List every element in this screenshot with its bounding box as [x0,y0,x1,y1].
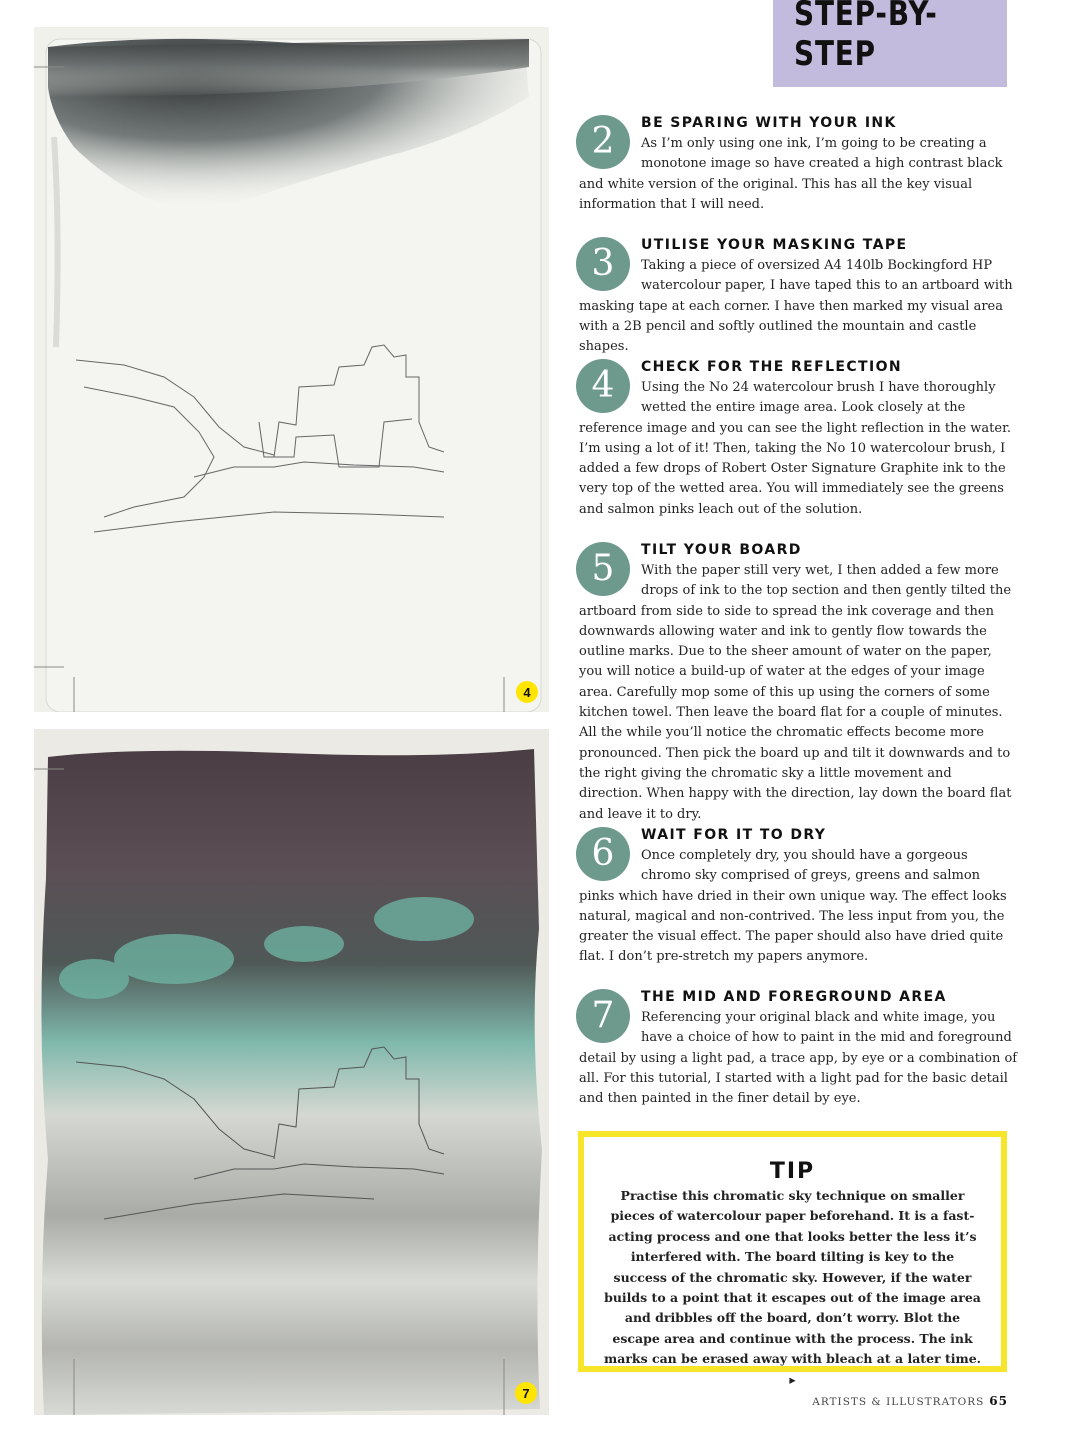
section-tab [773,0,1007,87]
tip-box [578,1131,1007,1387]
step-title: WAIT FOR IT TO DRY [641,827,827,843]
step-body: With the paper still very wet, I then added a few more drops of ink to the top section and then gently tilted the artboard from side to side to spread the ink coverage and then downwards allowing water and ink to gently flow towards the outline marks. Due to the sheer amount of water on the paper, you will notice a build-up of water at the edges of your image area. Carefully mop some of this up using the corners of some kitchen towel. Then leave the board flat for a couple of minutes. All the while you’ll notice the chromatic effects become more pronounced. Then pick the board up and tilt it downwards and to the right giving the chromatic sky a little movement and direction. When happy with the direction, lay down the board flat and leave it to dry. [579,563,1012,822]
section-label: STEP-BY-STEP [794,0,938,74]
step-4-photo [34,27,549,712]
tip-title: TIP [769,1159,816,1184]
step-4 [579,357,1019,520]
step-body: Taking a piece of oversized A4 140lb Bockingford HP watercolour paper, I have taped this to an artboard with masking tape at each corner. I have then marked my visual area with a 2B pencil and softly outlined the mountain and castle shapes. [579,258,1013,355]
step-body: Referencing your original black and white image, you have a choice of how to paint in the mid and foreground detail by using a light pad, a trace app, by eye or a combination of all. For this tutorial, I started with a light pad for the basic detail and then painted in the finer detail by eye. [579,1010,1018,1107]
step-7 [579,987,1019,1109]
step-title: BE SPARING WITH YOUR INK [641,115,897,131]
step-number-circle: 5 [576,542,630,596]
step-5 [579,540,1019,825]
step-2 [579,113,1019,215]
step-title: CHECK FOR THE REFLECTION [641,359,903,375]
step-number-circle: 7 [576,989,630,1043]
step-number-circle: 4 [576,359,630,413]
tip-body: Practise this chromatic sky technique on smaller pieces of watercolour paper beforehand. It is a fast-acting process and one that looks better the less it’s interfered with. The board tilting is key to the success of the chromatic sky. However, if the water builds to a point that it escapes out of the image area and dribbles off the board, don’t worry. Blot the escape area and continue with the process. The ink marks can be erased away with bleach at a later time. ▸ [604,1188,982,1387]
step-body: Once completely dry, you should have a gorgeous chromo sky comprised of greys, greens and salmon pinks which have dried in their own unique way. The effect looks natural, magical and non-contrived. The less input from you, the greater the visual effect. The paper should also have dried quite flat. I don’t pre-stretch my papers anymore. [579,848,1007,965]
step-4-painting [34,27,549,712]
page-footer [812,1394,1008,1408]
step-3 [579,235,1019,357]
publication-name: ARTISTS & ILLUSTRATORS [812,1396,985,1408]
step-body: Using the No 24 watercolour brush I have thoroughly wetted the entire image area. Look closely at the reference image and you can see the light reflection in the water. I’m using a lot of it! Then, taking the No 10 watercolour brush, I added a few drops of Robert Oster Signature Graphite ink to the very top of the wetted area. You will immediately see the greens and salmon pinks leach out of the solution. [579,380,1012,517]
step-body: As I’m only using one ink, I’m going to be creating a monotone image so have created a high contrast black and white version of the original. This has all the key visual information that I will need. [579,136,1003,212]
step-7-painting [34,729,549,1415]
step-title: UTILISE YOUR MASKING TAPE [641,237,908,253]
step-number-circle: 6 [576,827,630,881]
page-number: 65 [989,1394,1008,1408]
step-number-circle: 2 [576,115,630,169]
step-7-photo [34,729,549,1415]
step-number-circle: 3 [576,237,630,291]
step-title: TILT YOUR BOARD [641,542,802,558]
photo-number-badge: 7 [515,1382,537,1404]
photo-number-badge: 4 [516,681,538,703]
step-6 [579,825,1019,968]
step-title: THE MID AND FOREGROUND AREA [641,989,947,1005]
